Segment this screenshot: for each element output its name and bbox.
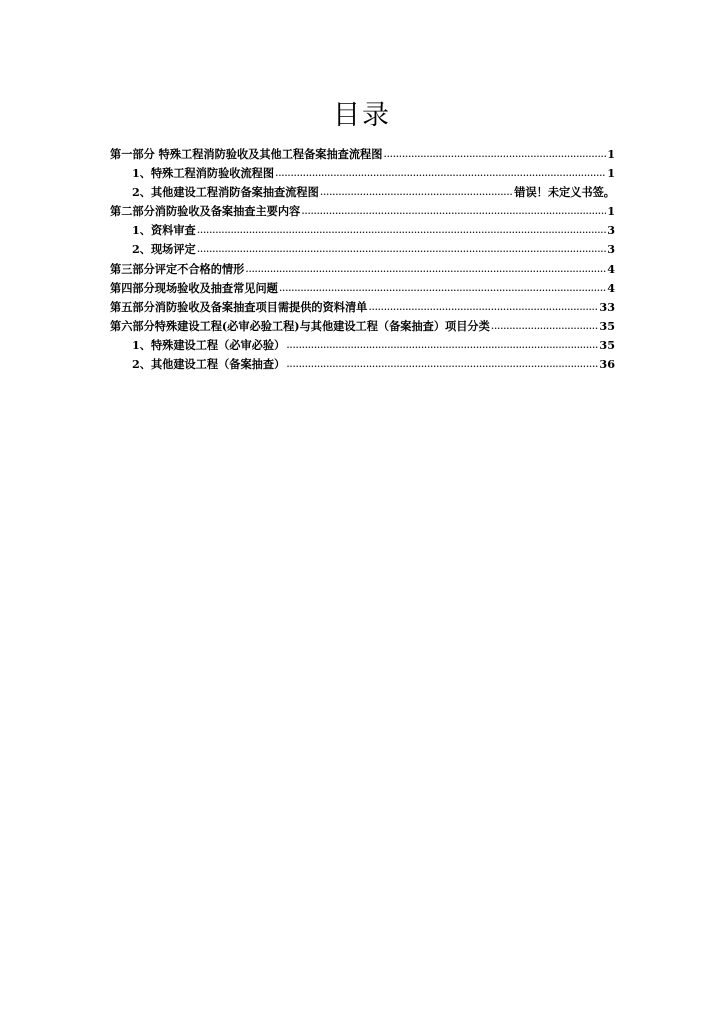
toc-page-number: 1: [607, 204, 615, 219]
toc-entry[interactable]: [110, 164, 615, 183]
toc-page-number: 1: [607, 147, 615, 161]
toc-page-number: 1: [607, 166, 615, 181]
toc-entry-text: 1、资料审查: [132, 223, 196, 238]
toc-entry-text: 1、特殊工程消防验收流程图: [132, 166, 275, 181]
toc-entry-text: 2、现场评定: [132, 242, 196, 257]
toc-entry-text: 第六部分特殊建设工程(必审必验工程)与其他建设工程（备案抽查）项目分类: [110, 318, 490, 333]
toc-page-number: 4: [607, 261, 615, 276]
toc-title: 目录: [333, 100, 391, 131]
toc-dot-leader: [286, 335, 598, 354]
toc-entry-text: 第三部分评定不合格的情形: [110, 261, 245, 276]
toc-entry[interactable]: [110, 145, 615, 164]
toc-entry[interactable]: [110, 355, 615, 374]
toc-entry[interactable]: [110, 336, 615, 355]
toc-dot-leader: [197, 239, 606, 258]
toc-dot-leader: [383, 144, 606, 163]
table-of-contents: [110, 145, 615, 374]
toc-entry[interactable]: [110, 202, 615, 221]
toc-page-number: 3: [607, 223, 615, 238]
toc-page-error: 错误！未定义书签。: [514, 185, 615, 200]
toc-entry-text: 第五部分消防验收及备案抽查项目需提供的资料清单: [110, 299, 368, 314]
toc-page-number: 3: [607, 242, 615, 257]
toc-page-number: 35: [599, 318, 615, 333]
toc-entry-text: 2、其他建设工程（备案抽查）: [132, 357, 286, 372]
toc-entry[interactable]: [110, 260, 615, 279]
toc-dot-leader: [245, 259, 606, 278]
toc-entry-text: 2、其他建设工程消防备案抽查流程图: [132, 185, 319, 200]
toc-page-number: 33: [599, 299, 615, 314]
toc-entry-text: 第四部分现场验收及抽查常见问题: [110, 280, 278, 295]
toc-page-number: 35: [599, 337, 615, 352]
toc-entry[interactable]: [110, 183, 615, 202]
toc-entry-text: 第一部分 特殊工程消防验收及其他工程备案抽查流程图: [110, 147, 383, 161]
toc-entry-text: 第二部分消防验收及备案抽查主要内容: [110, 204, 301, 219]
toc-page-number: 4: [607, 280, 615, 295]
toc-dot-leader: [279, 278, 606, 297]
toc-dot-leader: [197, 220, 606, 239]
toc-dot-leader: [320, 182, 514, 201]
toc-dot-leader: [368, 297, 598, 316]
toc-page-number: 36: [599, 357, 615, 372]
toc-entry[interactable]: [110, 298, 615, 317]
toc-dot-leader: [275, 163, 606, 182]
toc-entry[interactable]: [110, 240, 615, 259]
toc-entry[interactable]: [110, 221, 615, 240]
toc-entry[interactable]: [110, 279, 615, 298]
toc-dot-leader: [286, 354, 598, 373]
toc-entry-text: 1、特殊建设工程（必审必验）: [132, 337, 286, 352]
toc-dot-leader: [491, 316, 599, 335]
toc-dot-leader: [301, 201, 606, 220]
toc-entry[interactable]: [110, 317, 615, 336]
